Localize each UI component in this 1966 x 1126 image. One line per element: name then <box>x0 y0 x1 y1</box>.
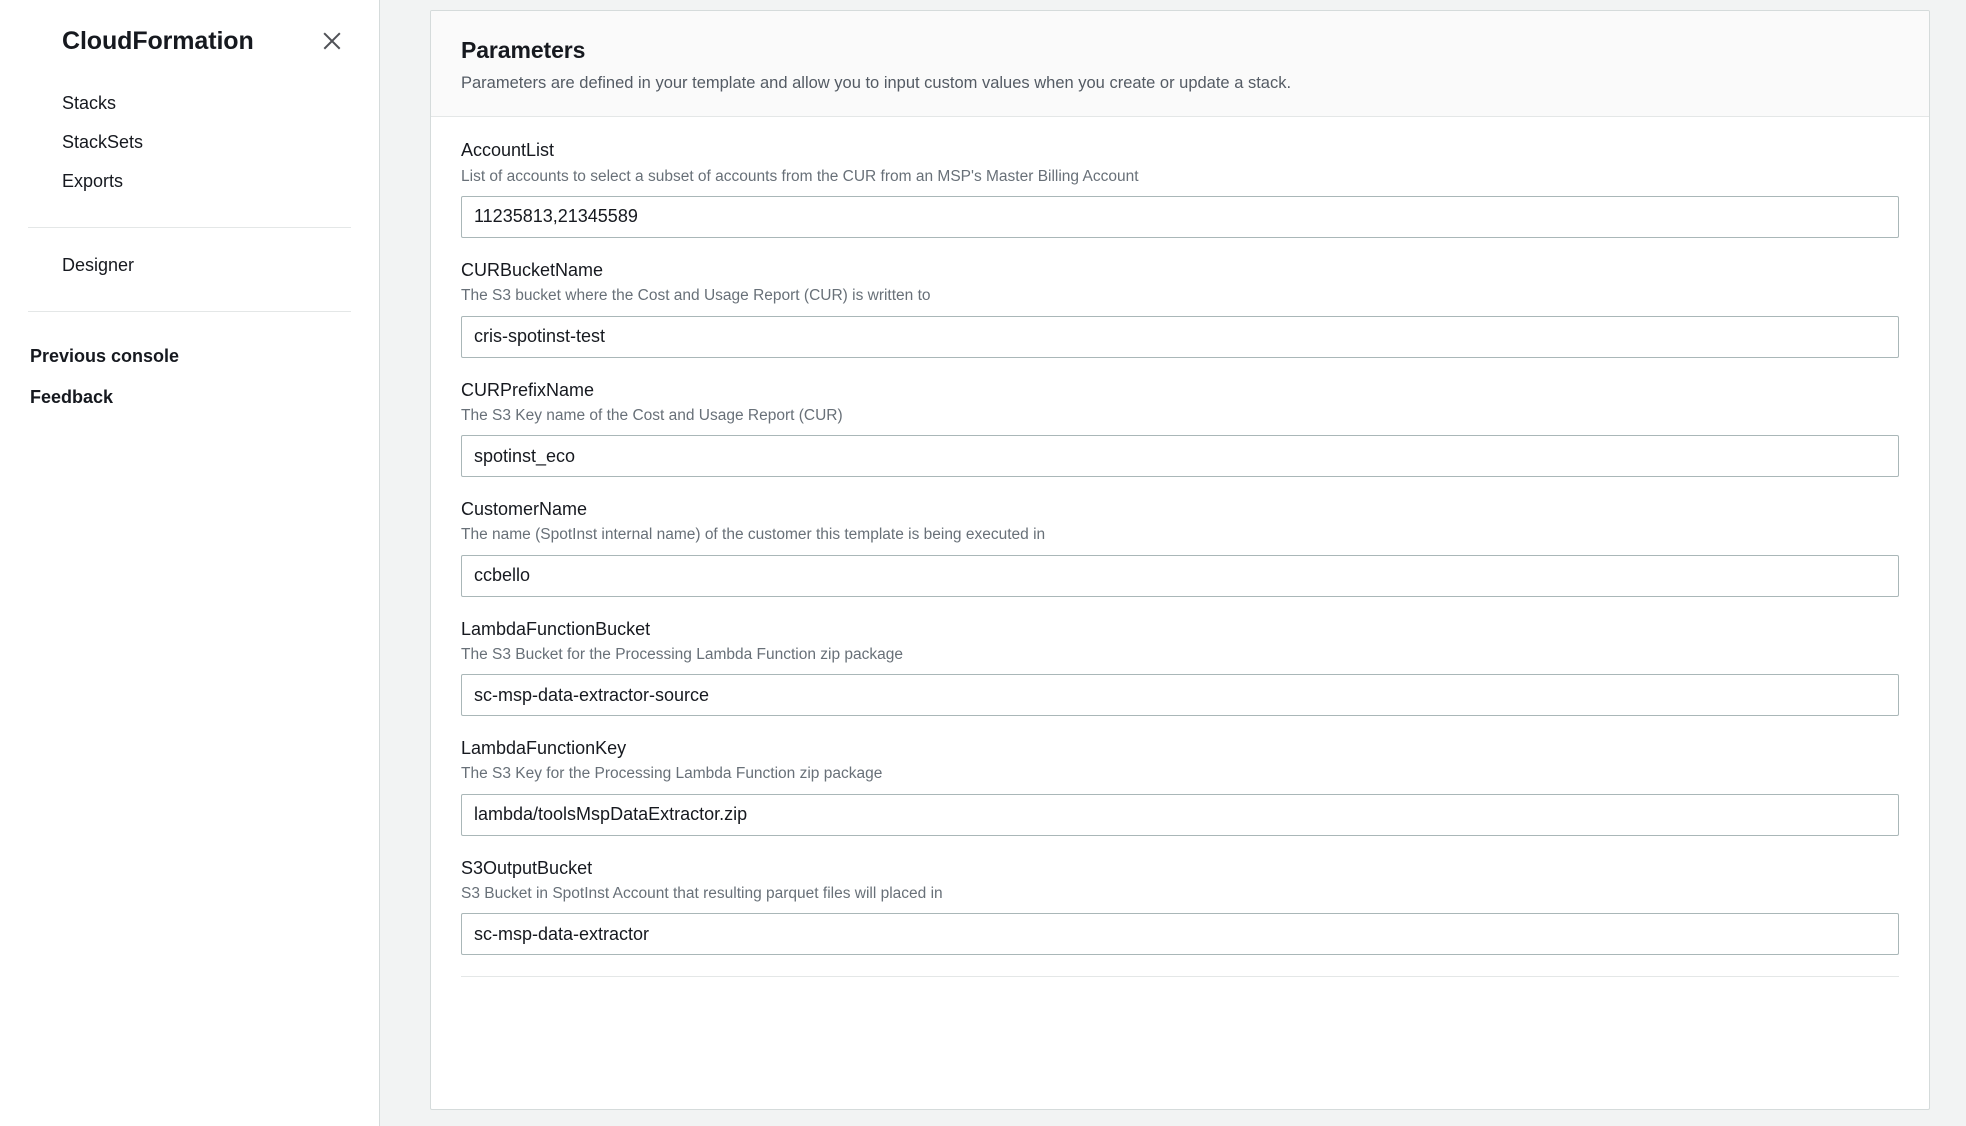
page-subtitle: Parameters are defined in your template and allow you to input custom values when you create or update a stack. <box>461 74 1292 92</box>
main-content <box>380 0 1966 1126</box>
parameter-field-s3outputbucket <box>461 857 1899 956</box>
sidebar-item-exports[interactable] <box>0 162 379 201</box>
sidebar-nav-primary <box>0 78 379 215</box>
sidebar-item-stacksets[interactable] <box>0 123 379 162</box>
parameter-input-curbucketname[interactable] <box>461 316 1899 358</box>
parameter-description: The S3 bucket where the Cost and Usage Report (CUR) is written to <box>461 287 931 305</box>
sidebar-item-stacks[interactable] <box>0 84 379 123</box>
parameter-input-curprefixname[interactable] <box>461 435 1899 477</box>
parameter-label: S3OutputBucket <box>461 857 593 878</box>
cloudformation-sidebar <box>0 0 380 1126</box>
parameter-label: CURPrefixName <box>461 379 595 400</box>
sidebar-title: CloudFormation <box>62 26 254 55</box>
parameter-label: CustomerName <box>461 499 588 520</box>
parameter-input-customername[interactable] <box>461 555 1899 597</box>
parameter-field-curbucketname <box>461 259 1899 358</box>
page-title: Parameters <box>461 37 586 63</box>
parameter-description: S3 Bucket in SpotInst Account that resulting parquet files will placed in <box>461 885 943 903</box>
sidebar-link-label: Previous console <box>30 346 180 367</box>
parameter-input-lambdafunctionkey[interactable] <box>461 794 1899 836</box>
close-icon[interactable] <box>317 26 347 56</box>
sidebar-item-label: Designer <box>62 255 135 276</box>
panel-bottom-divider <box>461 976 1899 977</box>
sidebar-link-feedback[interactable] <box>0 377 379 418</box>
parameter-description: The S3 Key for the Processing Lambda Function zip package <box>461 765 883 783</box>
sidebar-spacer <box>0 324 379 336</box>
parameters-panel <box>430 10 1930 1110</box>
parameter-input-accountlist[interactable] <box>461 196 1899 238</box>
sidebar-link-label: Feedback <box>30 387 114 408</box>
parameter-field-accountlist <box>461 139 1899 238</box>
parameter-field-lambdafunctionbucket <box>461 618 1899 717</box>
sidebar-divider-1 <box>28 227 351 228</box>
sidebar-item-designer[interactable] <box>0 246 379 285</box>
parameter-label: LambdaFunctionBucket <box>461 618 651 639</box>
parameters-form <box>431 117 1929 987</box>
parameter-description: The S3 Key name of the Cost and Usage Report (CUR) <box>461 406 843 424</box>
sidebar-header <box>0 0 379 78</box>
parameter-description: The S3 Bucket for the Processing Lambda Function zip package <box>461 645 903 663</box>
sidebar-link-previous-console[interactable] <box>0 336 379 377</box>
sidebar-nav-secondary <box>0 240 379 299</box>
parameter-input-lambdafunctionbucket[interactable] <box>461 674 1899 716</box>
sidebar-divider-2 <box>28 311 351 312</box>
sidebar-item-label: StackSets <box>62 132 144 153</box>
parameter-description: The name (SpotInst internal name) of the customer this template is being executed in <box>461 526 1046 544</box>
parameter-field-customername <box>461 498 1899 597</box>
parameters-panel-header <box>431 11 1929 117</box>
parameter-label: CURBucketName <box>461 259 604 280</box>
parameter-label: AccountList <box>461 140 555 161</box>
parameter-input-s3outputbucket[interactable] <box>461 913 1899 955</box>
parameter-label: LambdaFunctionKey <box>461 738 627 759</box>
sidebar-item-label: Stacks <box>62 93 117 113</box>
sidebar-item-label: Exports <box>62 171 124 192</box>
parameter-field-lambdafunctionkey <box>461 737 1899 836</box>
parameter-description: List of accounts to select a subset of accounts from the CUR from an MSP's Master Billing Account <box>461 167 1139 185</box>
parameter-field-curprefixname <box>461 379 1899 478</box>
